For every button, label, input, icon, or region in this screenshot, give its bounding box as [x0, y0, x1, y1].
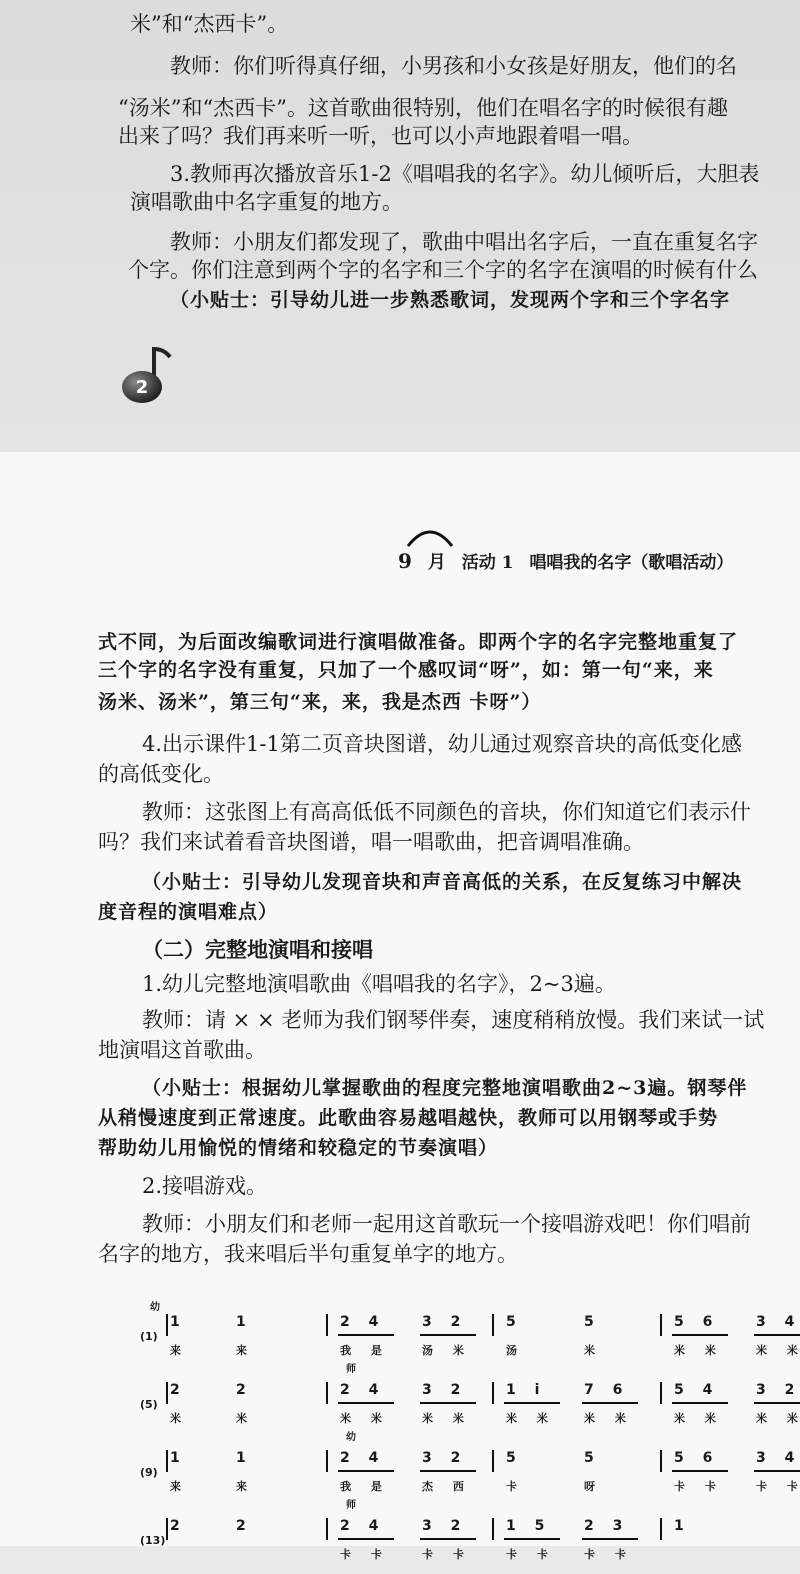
score-lyric: 卡 卡 — [756, 1480, 798, 1493]
score-row — [140, 1500, 800, 1574]
score-note: 5 4 — [674, 1382, 713, 1398]
month-arc-icon — [404, 522, 456, 550]
score-note: 2 4 — [340, 1382, 379, 1398]
note-beam — [338, 1470, 394, 1472]
score-lyric: 米 — [584, 1344, 595, 1357]
score-lyric: 米 米 — [340, 1412, 382, 1425]
tip-text-line: 度音程的演唱难点） — [98, 901, 279, 923]
score-note: 2 — [236, 1518, 246, 1534]
barline — [660, 1382, 662, 1404]
tip-text: （小贴士：引导幼儿进一步熟悉歌词，发现两个字和三个字名字 — [170, 289, 731, 311]
tip-text-line: （小贴士：引导幼儿发现音块和声音高低的关系，在反复练习中解决 — [142, 871, 743, 893]
score-note: 2 3 — [584, 1518, 623, 1534]
barline — [166, 1450, 168, 1472]
note-beam — [672, 1402, 728, 1404]
barline — [166, 1314, 168, 1336]
barline — [326, 1450, 328, 1472]
note-beam — [672, 1470, 728, 1472]
score-note: 3 2 — [422, 1314, 461, 1330]
score-lyric: 卡 卡 — [340, 1548, 382, 1561]
body-text-line: 教师：这张图上有高高低低不同颜色的音块，你们知道它们表示什 — [142, 800, 751, 824]
previous-page — [0, 0, 800, 452]
body-text-line: 吗？我们来试着看音块图谱，唱一唱歌曲，把音调唱准确。 — [98, 830, 644, 854]
top-text-line: 3.教师再次播放音乐1-2《唱唱我的名字》。幼儿倾听后，大胆表 — [170, 162, 760, 186]
top-text-line: “汤米”和“杰西卡”。这首歌曲很特别，他们在唱名字的时候很有趣 — [118, 96, 728, 120]
score-lyric: 米 米 — [422, 1412, 464, 1425]
score-row — [140, 1364, 800, 1438]
score-lyric: 米 米 — [506, 1412, 548, 1425]
measure-number: (9) — [140, 1466, 158, 1479]
score-lyric: 卡 卡 — [506, 1548, 548, 1561]
score-lyric: 杰 西 — [422, 1480, 464, 1493]
body-text-line: 的高低变化。 — [98, 762, 224, 786]
activity-title: 唱唱我的名字（歌唱活动） — [529, 553, 734, 573]
score-note: 7 6 — [584, 1382, 623, 1398]
note-beam — [754, 1334, 800, 1336]
body-text-line: 名字的地方，我来唱后半句重复单字的地方。 — [98, 1242, 518, 1266]
body-text-line: 教师：请 × × 老师为我们钢琴伴奏，速度稍稍放慢。我们来试一试 — [142, 1008, 765, 1032]
score-note: 3 2 — [422, 1518, 461, 1534]
score-note: 2 4 — [340, 1518, 379, 1534]
score-lyric: 卡 卡 — [422, 1548, 464, 1561]
note-beam — [420, 1538, 476, 1540]
top-text-line: 演唱歌曲中名字重复的地方。 — [130, 190, 403, 214]
music-note-page-number-icon — [120, 345, 178, 407]
barline — [492, 1314, 494, 1336]
score-note: 2 4 — [340, 1450, 379, 1466]
score-note: 5 — [506, 1450, 516, 1466]
barline — [492, 1518, 494, 1540]
note-beam — [338, 1402, 394, 1404]
barline — [492, 1450, 494, 1472]
barline — [326, 1314, 328, 1336]
score-lyric: 米 米 — [756, 1412, 798, 1425]
score-row — [140, 1300, 800, 1370]
score-note: 1 — [170, 1314, 180, 1330]
body-text-line: 1.幼儿完整地演唱歌曲《唱唱我的名字》，2~3遍。 — [142, 972, 616, 996]
top-text-line: 个字。你们注意到两个字的名字和三个字的名字在演唱的时候有什么 — [128, 258, 758, 282]
score-row — [140, 1432, 800, 1506]
music-score — [140, 1290, 800, 1561]
score-lyric: 米 米 — [584, 1412, 626, 1425]
score-lyric: 呀 — [584, 1480, 595, 1493]
body-text-line: 地演唱这首歌曲。 — [98, 1038, 266, 1062]
note-beam — [582, 1402, 638, 1404]
score-note: 2 — [236, 1382, 246, 1398]
tip-text-line: 汤米、汤米”，第三句“来，来，我是杰西 卡呀”） — [98, 691, 542, 713]
score-note: 1 5 — [506, 1518, 545, 1534]
score-lyric: 米 — [236, 1412, 247, 1425]
score-lyric: 来 — [236, 1344, 247, 1357]
score-note: 3 2 — [756, 1382, 795, 1398]
score-note: 2 4 — [340, 1314, 379, 1330]
score-lyric: 我 是 — [340, 1344, 382, 1357]
tip-text-line: （小贴士：根据幼儿掌握歌曲的程度完整地演唱歌曲2~3遍。钢琴伴 — [142, 1077, 748, 1099]
tip-text-line: 三个字的名字没有重复，只加了一个感叹词“呀”，如：第一句“来，来 — [98, 659, 714, 681]
score-lyric: 卡 — [506, 1480, 517, 1493]
top-text-line: 米”和“杰西卡”。 — [130, 12, 289, 36]
barline — [326, 1518, 328, 1540]
body-text-line: 4.出示课件1-1第二页音块图谱，幼儿通过观察音块的高低变化感 — [142, 732, 742, 756]
top-text-line: 教师：小朋友们都发现了，歌曲中唱出名字后，一直在重复名字 — [170, 230, 758, 254]
score-lyric: 我 是 — [340, 1480, 382, 1493]
score-note: 1 — [236, 1314, 246, 1330]
note-beam — [420, 1402, 476, 1404]
score-note: 3 2 — [422, 1450, 461, 1466]
note-beam — [672, 1334, 728, 1336]
score-note: 1 — [236, 1450, 246, 1466]
month-number: 9 — [398, 549, 412, 573]
measure-number: (5) — [140, 1398, 158, 1411]
score-lyric: 米 米 — [674, 1412, 716, 1425]
score-lyric: 来 — [170, 1480, 181, 1493]
body-text-line: 2.接唱游戏。 — [142, 1174, 268, 1198]
score-note: 5 6 — [674, 1450, 713, 1466]
note-beam — [420, 1334, 476, 1336]
page-number: 2 — [135, 377, 149, 398]
score-lyric: 米 米 — [674, 1344, 716, 1357]
barline — [166, 1518, 168, 1540]
score-note: 5 — [584, 1314, 594, 1330]
score-lyric: 卡 卡 — [674, 1480, 716, 1493]
barline — [660, 1518, 662, 1540]
score-lyric: 来 — [170, 1344, 181, 1357]
top-text-line: 出来了吗？我们再来听一听，也可以小声地跟着唱一唱。 — [118, 124, 643, 148]
singer-role: 幼 — [150, 1302, 160, 1313]
note-beam — [504, 1402, 560, 1404]
barline — [326, 1382, 328, 1404]
barline — [492, 1382, 494, 1404]
barline — [660, 1450, 662, 1472]
note-beam — [338, 1538, 394, 1540]
month-char: 月 — [427, 552, 446, 573]
score-note: 5 — [584, 1450, 594, 1466]
tip-text-line: 帮助幼儿用愉悦的情绪和较稳定的节奏演唱） — [98, 1137, 499, 1159]
measure-number: (1) — [140, 1330, 158, 1343]
singer-role: 师 — [346, 1364, 356, 1375]
score-lyric: 汤 — [506, 1344, 517, 1357]
score-lyric: 卡 卡 — [584, 1548, 626, 1561]
note-beam — [504, 1538, 560, 1540]
top-text-line: 教师：你们听得真仔细，小男孩和小女孩是好朋友，他们的名 — [170, 54, 737, 78]
score-note: 5 — [506, 1314, 516, 1330]
note-beam — [420, 1470, 476, 1472]
note-beam — [338, 1334, 394, 1336]
barline — [660, 1314, 662, 1336]
score-note: 1 — [170, 1450, 180, 1466]
score-lyric: 来 — [236, 1480, 247, 1493]
score-note: 3 4 — [756, 1314, 795, 1330]
page-header — [398, 548, 743, 574]
body-text-line: 教师：小朋友们和老师一起用这首歌玩一个接唱游戏吧！你们唱前 — [142, 1212, 751, 1236]
note-beam — [754, 1470, 800, 1472]
barline — [166, 1382, 168, 1404]
score-lyric: 米 — [170, 1412, 181, 1425]
note-beam — [582, 1538, 638, 1540]
score-lyric: 米 米 — [756, 1344, 798, 1357]
section-heading: （二）完整地演唱和接唱 — [142, 937, 373, 962]
measure-number: (13) — [140, 1534, 166, 1547]
score-note: 1 — [674, 1518, 684, 1534]
tip-text-line: 从稍慢速度到正常速度。此歌曲容易越唱越快，教师可以用钢琴或手势 — [98, 1107, 719, 1129]
activity-label: 活动 1 — [461, 553, 514, 573]
score-note: 3 2 — [422, 1382, 461, 1398]
score-note: 5 6 — [674, 1314, 713, 1330]
score-lyric: 汤 米 — [422, 1344, 464, 1357]
singer-role: 师 — [346, 1500, 356, 1511]
score-note: 2 — [170, 1382, 180, 1398]
note-beam — [754, 1402, 800, 1404]
score-note: 3 4 — [756, 1450, 795, 1466]
singer-role: 幼 — [346, 1432, 356, 1443]
tip-text-line: 式不同，为后面改编歌词进行演唱做准备。即两个字的名字完整地重复了 — [98, 631, 739, 653]
score-note: 2 — [170, 1518, 180, 1534]
score-note: 1 i — [506, 1382, 540, 1398]
